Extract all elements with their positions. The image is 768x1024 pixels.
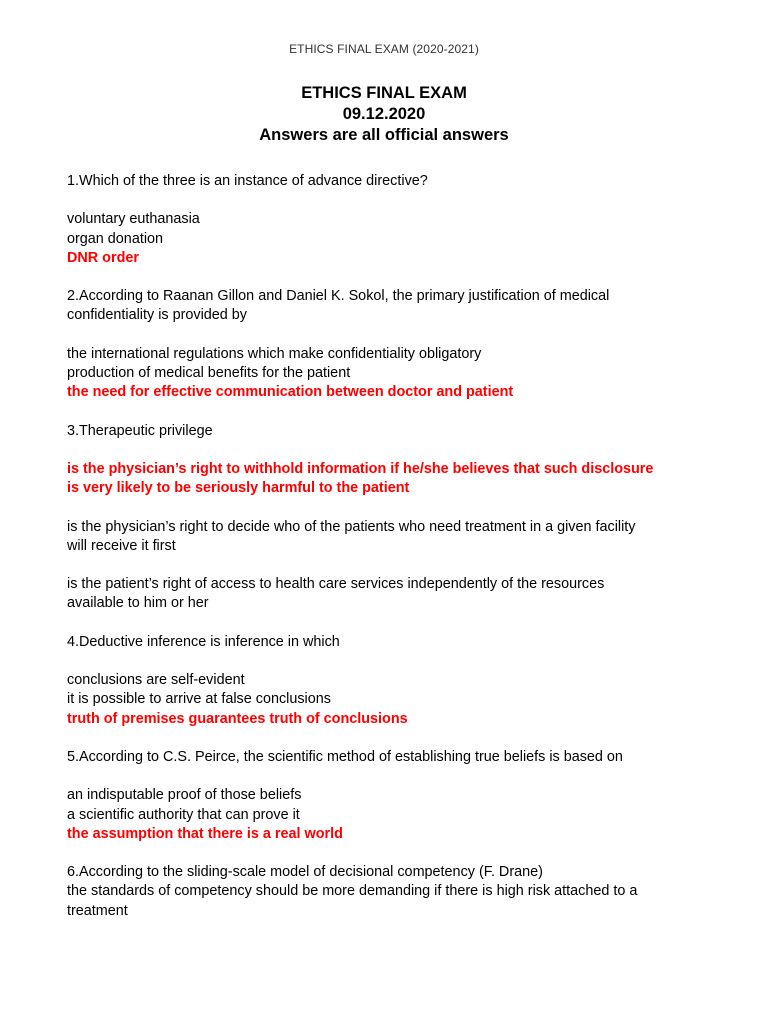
- question-4-option-2: it is possible to arrive at false conclusions: [67, 691, 331, 708]
- exam-date: 09.12.2020: [342, 105, 426, 123]
- question-6-option-1-line-1: the standards of competency should be more demanding if there is high risk attached to a: [67, 883, 638, 900]
- question-2-answer: the need for effective communication between doctor and patient: [67, 384, 514, 401]
- exam-subtitle: Answers are all official answers: [259, 126, 509, 144]
- title-block: [0, 83, 768, 146]
- question-1-option-1: voluntary euthanasia: [67, 211, 200, 228]
- question-5-answer: the assumption that there is a real world: [67, 825, 343, 842]
- question-3-option-b-line-2: available to him or her: [67, 595, 209, 612]
- question-1-answer: DNR order: [67, 249, 139, 266]
- question-3-answer-line-1: is the physician’s right to withhold information if he/she believes that such disclosure: [67, 460, 654, 477]
- question-6-prompt: 6.According to the sliding-scale model of decisional competency (F. Drane): [67, 864, 543, 881]
- exam-title: ETHICS FINAL EXAM: [301, 84, 467, 102]
- question-6-option-1-line-2: treatment: [67, 902, 128, 919]
- question-3-option-a-line-1: is the physician’s right to decide who of the patients who need treatment in a given facility: [67, 518, 636, 535]
- question-2-option-1: the international regulations which make confidentiality obligatory: [67, 345, 482, 362]
- question-5-option-1: an indisputable proof of those beliefs: [67, 787, 302, 804]
- question-3-prompt: 3.Therapeutic privilege: [67, 422, 213, 439]
- question-5-prompt: 5.According to C.S. Peirce, the scientific method of establishing true beliefs is based on: [67, 748, 623, 765]
- questions-content: [67, 172, 727, 921]
- question-3-option-b-line-1: is the patient’s right of access to health care services independently of the resources: [67, 576, 605, 593]
- question-4-answer: truth of premises guarantees truth of conclusions: [67, 710, 408, 727]
- question-4-prompt: 4.Deductive inference is inference in which: [67, 633, 340, 650]
- question-2-prompt-line-2: confidentiality is provided by: [67, 307, 247, 324]
- question-1-option-2: organ donation: [67, 230, 164, 247]
- question-3-option-a-line-2: will receive it first: [67, 537, 176, 554]
- question-3-answer-line-2: is very likely to be seriously harmful to the patient: [67, 480, 410, 497]
- question-2-prompt-line-1: 2.According to Raanan Gillon and Daniel K. Sokol, the primary justification of medical: [67, 288, 610, 305]
- running-header: ETHICS FINAL EXAM (2020-2021): [289, 42, 479, 56]
- question-5-option-2: a scientific authority that can prove it: [67, 806, 300, 823]
- question-1-prompt: 1.Which of the three is an instance of advance directive?: [67, 173, 428, 189]
- question-4-option-1: conclusions are self-evident: [67, 672, 245, 689]
- question-2-option-2: production of medical benefits for the patient: [67, 365, 351, 382]
